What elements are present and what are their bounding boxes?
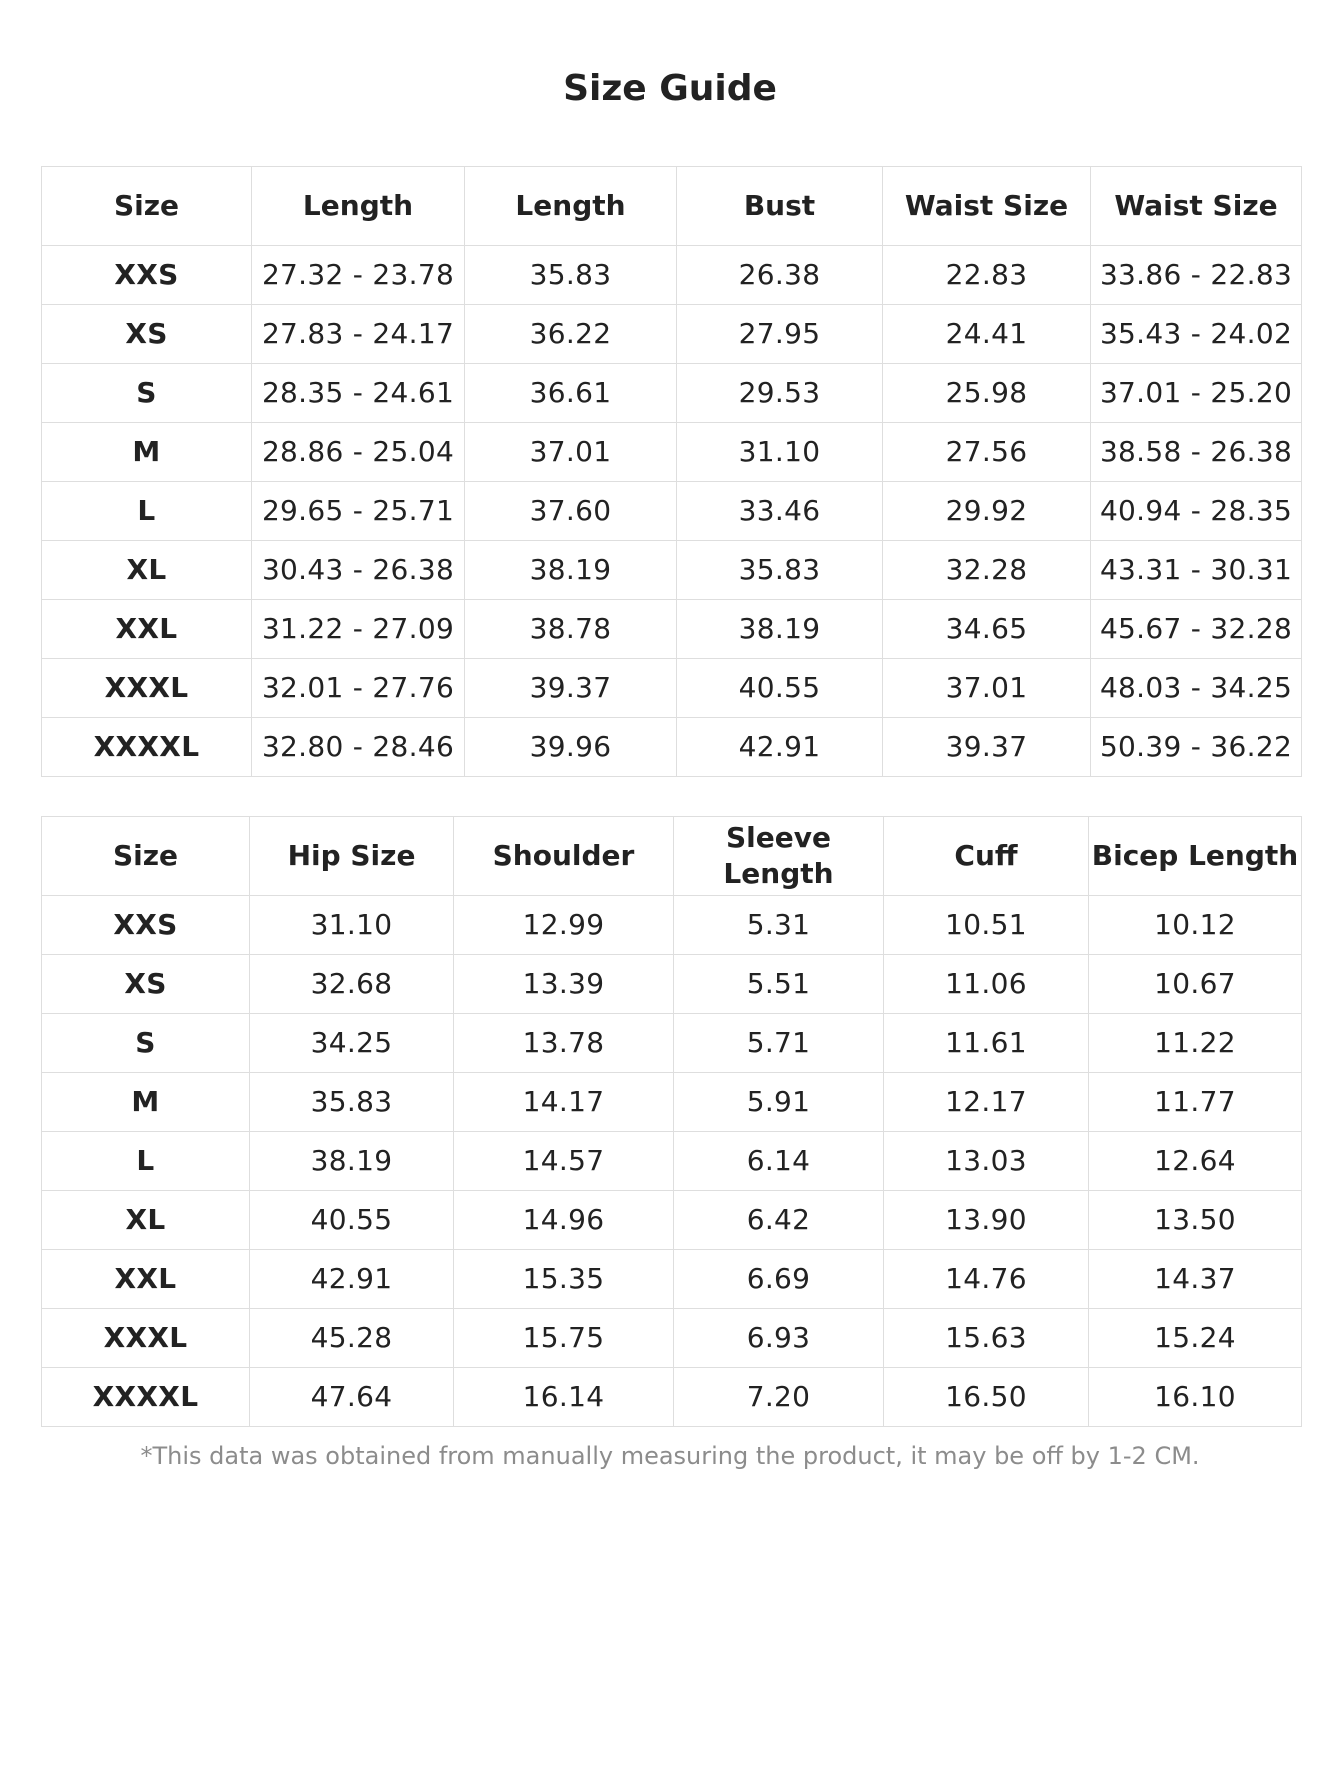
measurement-cell: 16.14 bbox=[454, 1368, 674, 1427]
measurement-cell: 39.37 bbox=[883, 718, 1091, 777]
measurement-cell: 10.51 bbox=[884, 896, 1089, 955]
measurement-cell: 45.67 - 32.28 bbox=[1091, 600, 1302, 659]
table-header-row bbox=[42, 167, 1302, 246]
measurement-cell: 14.57 bbox=[454, 1132, 674, 1191]
measurement-cell: 40.55 bbox=[677, 659, 883, 718]
measurement-cell: 35.43 - 24.02 bbox=[1091, 305, 1302, 364]
measurement-cell: 12.99 bbox=[454, 896, 674, 955]
table-header-row bbox=[42, 817, 1302, 896]
table-row bbox=[42, 1309, 1302, 1368]
measurement-cell: 33.86 - 22.83 bbox=[1091, 246, 1302, 305]
measurement-cell: 28.86 - 25.04 bbox=[252, 423, 465, 482]
measurement-cell: 31.22 - 27.09 bbox=[252, 600, 465, 659]
table-body bbox=[42, 246, 1302, 777]
measurement-cell: 33.46 bbox=[677, 482, 883, 541]
measurement-cell: 5.71 bbox=[674, 1014, 884, 1073]
measurement-cell: 15.24 bbox=[1089, 1309, 1302, 1368]
measurement-cell: 48.03 - 34.25 bbox=[1091, 659, 1302, 718]
measurement-cell: 12.64 bbox=[1089, 1132, 1302, 1191]
size-label-cell: XXS bbox=[42, 246, 252, 305]
table-row bbox=[42, 246, 1302, 305]
measurement-cell: 50.39 - 36.22 bbox=[1091, 718, 1302, 777]
column-header: Length bbox=[465, 167, 677, 246]
size-label-cell: M bbox=[42, 1073, 250, 1132]
size-label-cell: XXXL bbox=[42, 1309, 250, 1368]
table-row bbox=[42, 541, 1302, 600]
measurement-cell: 7.20 bbox=[674, 1368, 884, 1427]
measurement-cell: 16.10 bbox=[1089, 1368, 1302, 1427]
measurement-cell: 22.83 bbox=[883, 246, 1091, 305]
measurement-cell: 26.38 bbox=[677, 246, 883, 305]
size-label-cell: XXXXL bbox=[42, 1368, 250, 1427]
table-row bbox=[42, 1368, 1302, 1427]
measurement-cell: 28.35 - 24.61 bbox=[252, 364, 465, 423]
measurement-cell: 12.17 bbox=[884, 1073, 1089, 1132]
size-label-cell: XL bbox=[42, 541, 252, 600]
measurement-cell: 27.32 - 23.78 bbox=[252, 246, 465, 305]
measurement-cell: 15.35 bbox=[454, 1250, 674, 1309]
column-header: Shoulder bbox=[454, 817, 674, 896]
measurement-cell: 45.28 bbox=[250, 1309, 454, 1368]
measurement-cell: 10.12 bbox=[1089, 896, 1302, 955]
measurement-cell: 35.83 bbox=[250, 1073, 454, 1132]
measurement-cell: 40.94 - 28.35 bbox=[1091, 482, 1302, 541]
measurement-cell: 14.96 bbox=[454, 1191, 674, 1250]
table-row bbox=[42, 718, 1302, 777]
measurement-cell: 14.37 bbox=[1089, 1250, 1302, 1309]
measurement-cell: 13.03 bbox=[884, 1132, 1089, 1191]
measurement-cell: 31.10 bbox=[250, 896, 454, 955]
measurement-cell: 32.28 bbox=[883, 541, 1091, 600]
table-row bbox=[42, 423, 1302, 482]
table-row bbox=[42, 364, 1302, 423]
measurement-cell: 11.22 bbox=[1089, 1014, 1302, 1073]
column-header: Size bbox=[42, 167, 252, 246]
measurement-cell: 5.51 bbox=[674, 955, 884, 1014]
column-header: Bust bbox=[677, 167, 883, 246]
measurement-cell: 36.61 bbox=[465, 364, 677, 423]
column-header: Length bbox=[252, 167, 465, 246]
size-table-fit bbox=[41, 816, 1302, 1427]
measurement-cell: 29.53 bbox=[677, 364, 883, 423]
measurement-cell: 31.10 bbox=[677, 423, 883, 482]
column-header: Waist Size bbox=[1091, 167, 1302, 246]
table-row bbox=[42, 600, 1302, 659]
measurement-cell: 15.75 bbox=[454, 1309, 674, 1368]
measurement-cell: 15.63 bbox=[884, 1309, 1089, 1368]
measurement-cell: 32.68 bbox=[250, 955, 454, 1014]
size-label-cell: XXL bbox=[42, 600, 252, 659]
table-row bbox=[42, 955, 1302, 1014]
measurement-cell: 11.77 bbox=[1089, 1073, 1302, 1132]
measurement-cell: 38.19 bbox=[677, 600, 883, 659]
measurement-cell: 43.31 - 30.31 bbox=[1091, 541, 1302, 600]
table-row bbox=[42, 659, 1302, 718]
measurement-cell: 42.91 bbox=[250, 1250, 454, 1309]
measurement-cell: 24.41 bbox=[883, 305, 1091, 364]
size-label-cell: XXS bbox=[42, 896, 250, 955]
table-row bbox=[42, 1014, 1302, 1073]
measurement-cell: 37.01 - 25.20 bbox=[1091, 364, 1302, 423]
table-row bbox=[42, 305, 1302, 364]
measurement-cell: 6.93 bbox=[674, 1309, 884, 1368]
measurement-cell: 37.01 bbox=[883, 659, 1091, 718]
size-label-cell: XXXXL bbox=[42, 718, 252, 777]
table-row bbox=[42, 482, 1302, 541]
measurement-cell: 40.55 bbox=[250, 1191, 454, 1250]
size-label-cell: M bbox=[42, 423, 252, 482]
measurement-cell: 27.56 bbox=[883, 423, 1091, 482]
size-label-cell: S bbox=[42, 1014, 250, 1073]
measurement-cell: 38.58 - 26.38 bbox=[1091, 423, 1302, 482]
measurement-cell: 13.78 bbox=[454, 1014, 674, 1073]
size-label-cell: XS bbox=[42, 955, 250, 1014]
table-row bbox=[42, 896, 1302, 955]
measurement-cell: 10.67 bbox=[1089, 955, 1302, 1014]
measurement-cell: 39.96 bbox=[465, 718, 677, 777]
size-label-cell: XXXL bbox=[42, 659, 252, 718]
footnote: *This data was obtained from manually measuring the product, it may be off by 1-2 CM. bbox=[140, 1442, 1200, 1470]
measurement-cell: 5.91 bbox=[674, 1073, 884, 1132]
measurement-cell: 16.50 bbox=[884, 1368, 1089, 1427]
measurement-cell: 35.83 bbox=[677, 541, 883, 600]
measurement-cell: 32.01 - 27.76 bbox=[252, 659, 465, 718]
measurement-cell: 36.22 bbox=[465, 305, 677, 364]
column-header: Sleeve Length bbox=[674, 817, 884, 896]
table-row bbox=[42, 1132, 1302, 1191]
size-label-cell: L bbox=[42, 482, 252, 541]
measurement-cell: 29.92 bbox=[883, 482, 1091, 541]
column-header: Bicep Length bbox=[1089, 817, 1302, 896]
measurement-cell: 39.37 bbox=[465, 659, 677, 718]
measurement-cell: 37.01 bbox=[465, 423, 677, 482]
size-label-cell: XL bbox=[42, 1191, 250, 1250]
measurement-cell: 6.42 bbox=[674, 1191, 884, 1250]
measurement-cell: 14.17 bbox=[454, 1073, 674, 1132]
measurement-cell: 27.95 bbox=[677, 305, 883, 364]
measurement-cell: 13.90 bbox=[884, 1191, 1089, 1250]
measurement-cell: 34.25 bbox=[250, 1014, 454, 1073]
size-label-cell: XS bbox=[42, 305, 252, 364]
column-header: Hip Size bbox=[250, 817, 454, 896]
column-header: Size bbox=[42, 817, 250, 896]
measurement-cell: 47.64 bbox=[250, 1368, 454, 1427]
measurement-cell: 37.60 bbox=[465, 482, 677, 541]
table-body bbox=[42, 896, 1302, 1427]
measurement-cell: 29.65 - 25.71 bbox=[252, 482, 465, 541]
column-header: Cuff bbox=[884, 817, 1089, 896]
measurement-cell: 30.43 - 26.38 bbox=[252, 541, 465, 600]
measurement-cell: 34.65 bbox=[883, 600, 1091, 659]
measurement-cell: 38.19 bbox=[465, 541, 677, 600]
measurement-cell: 38.78 bbox=[465, 600, 677, 659]
measurement-cell: 32.80 - 28.46 bbox=[252, 718, 465, 777]
measurement-cell: 6.69 bbox=[674, 1250, 884, 1309]
measurement-cell: 13.39 bbox=[454, 955, 674, 1014]
measurement-cell: 25.98 bbox=[883, 364, 1091, 423]
table-row bbox=[42, 1250, 1302, 1309]
measurement-cell: 42.91 bbox=[677, 718, 883, 777]
measurement-cell: 11.61 bbox=[884, 1014, 1089, 1073]
measurement-cell: 27.83 - 24.17 bbox=[252, 305, 465, 364]
measurement-cell: 35.83 bbox=[465, 246, 677, 305]
measurement-cell: 11.06 bbox=[884, 955, 1089, 1014]
page-title: Size Guide bbox=[563, 68, 777, 109]
size-label-cell: XXL bbox=[42, 1250, 250, 1309]
column-header: Waist Size bbox=[883, 167, 1091, 246]
table-row bbox=[42, 1191, 1302, 1250]
measurement-cell: 5.31 bbox=[674, 896, 884, 955]
size-table-measurements bbox=[41, 166, 1302, 777]
measurement-cell: 13.50 bbox=[1089, 1191, 1302, 1250]
measurement-cell: 38.19 bbox=[250, 1132, 454, 1191]
size-label-cell: S bbox=[42, 364, 252, 423]
measurement-cell: 6.14 bbox=[674, 1132, 884, 1191]
table-row bbox=[42, 1073, 1302, 1132]
measurement-cell: 14.76 bbox=[884, 1250, 1089, 1309]
size-label-cell: L bbox=[42, 1132, 250, 1191]
